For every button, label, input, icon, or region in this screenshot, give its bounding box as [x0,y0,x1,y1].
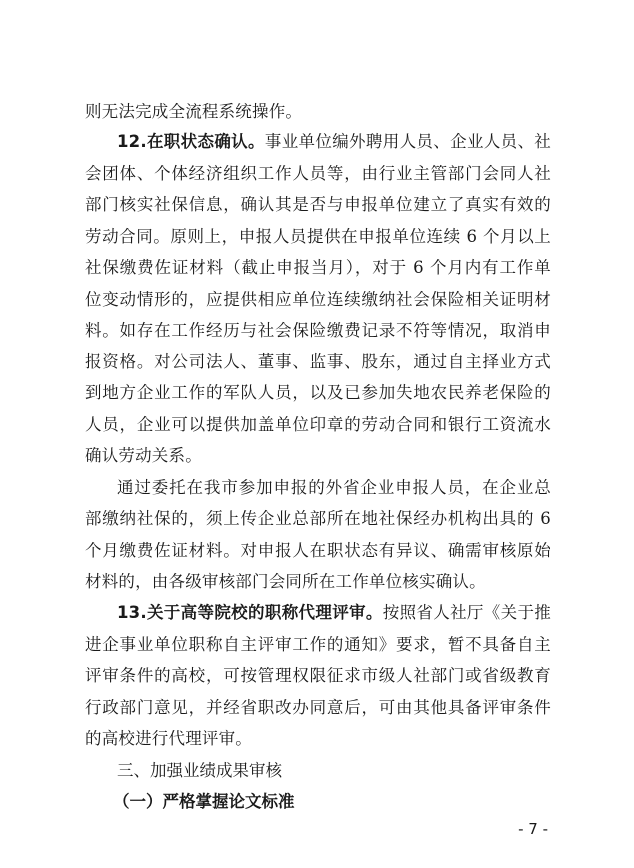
line-text: 通过委托在我市参加申报的外省企业申报人员，在企业总 [117,478,551,497]
paragraph-line [85,162,551,186]
item-12-heading: 12.在职状态确认。 [117,132,265,151]
line-text: 确认劳动关系。 [85,446,202,465]
paragraph-line [85,507,551,531]
line-text: 到地方企业工作的军队人员，以及已参加失地农民养老保险的 [85,383,551,402]
line-text: 则无法完成全流程系统操作。 [85,102,303,121]
paragraph-line [85,100,551,124]
line-text: 进企事业单位职称自主评审工作的通知》要求，暂不具备自主 [85,635,551,654]
line-text: 劳动合同。原则上，申报人员提供在申报单位连续 6 个月以上 [85,227,551,246]
section-heading: 三、加强业绩成果审核 [117,761,282,780]
paragraph-line [85,727,551,751]
paragraph-line [85,696,551,720]
paragraph-line [85,381,551,405]
line-text: 料。如存在工作经历与社会保险缴费记录不符等情况，取消申 [85,321,551,340]
line-text: 评审条件的高校，可按管理权限征求市级人社部门或省级教育 [85,666,551,685]
paragraph-line [85,225,551,249]
paragraph-line [85,539,551,563]
item-13-heading: 13.关于高等院校的职称代理评审。 [117,603,383,622]
paragraph-line [85,193,551,217]
line-text: 部缴纳社保的，须上传企业总部所在地社保经办机构出具的 6 [85,509,551,528]
line-text: 社保缴费佐证材料（截止申报当月），对于 6 个月内有工作单 [85,258,551,277]
paragraph-line [85,288,551,312]
line-text: 部门核实社保信息，确认其是否与申报单位建立了真实有效的 [85,195,551,214]
paragraph-line [85,633,551,657]
paragraph-line [85,413,551,437]
paragraph-line [117,476,551,500]
line-text: 的高校进行代理评审。 [85,729,252,748]
line-text: 按照省人社厅《关于推 [382,603,551,622]
paragraph-line [85,350,551,374]
paragraph-line [85,256,551,280]
line-text: 行政部门意见，并经省职改办同意后，可由其他具备评审条件 [85,698,551,717]
page-number: - 7 - [518,820,548,838]
line-text: 报资格。对公司法人、董事、监事、股东，通过自主择业方式 [85,352,551,371]
paragraph-line [85,570,551,594]
line-text: 人员，企业可以提供加盖单位印章的劳动合同和银行工资流水 [85,415,551,434]
line-text: 个月缴费佐证材料。对申报人在职状态有异议、确需审核原始 [85,541,551,560]
line-text: 事业单位编外聘用人员、企业人员、社 [264,132,551,151]
paragraph-line [117,130,551,154]
paragraph-line [117,601,551,625]
line-text: 材料的，由各级审核部门会同所在工作单位核实确认。 [85,572,486,591]
paragraph-line [85,664,551,688]
line-text: 位变动情形的，应提供相应单位连续缴纳社会保险相关证明材 [85,290,551,309]
paragraph-line [85,444,551,468]
line-text: 会团体、个体经济组织工作人员等，由行业主管部门会同人社 [85,164,551,183]
paragraph-line [85,319,551,343]
subsection-heading: （一）严格掌握论文标准 [113,792,295,811]
